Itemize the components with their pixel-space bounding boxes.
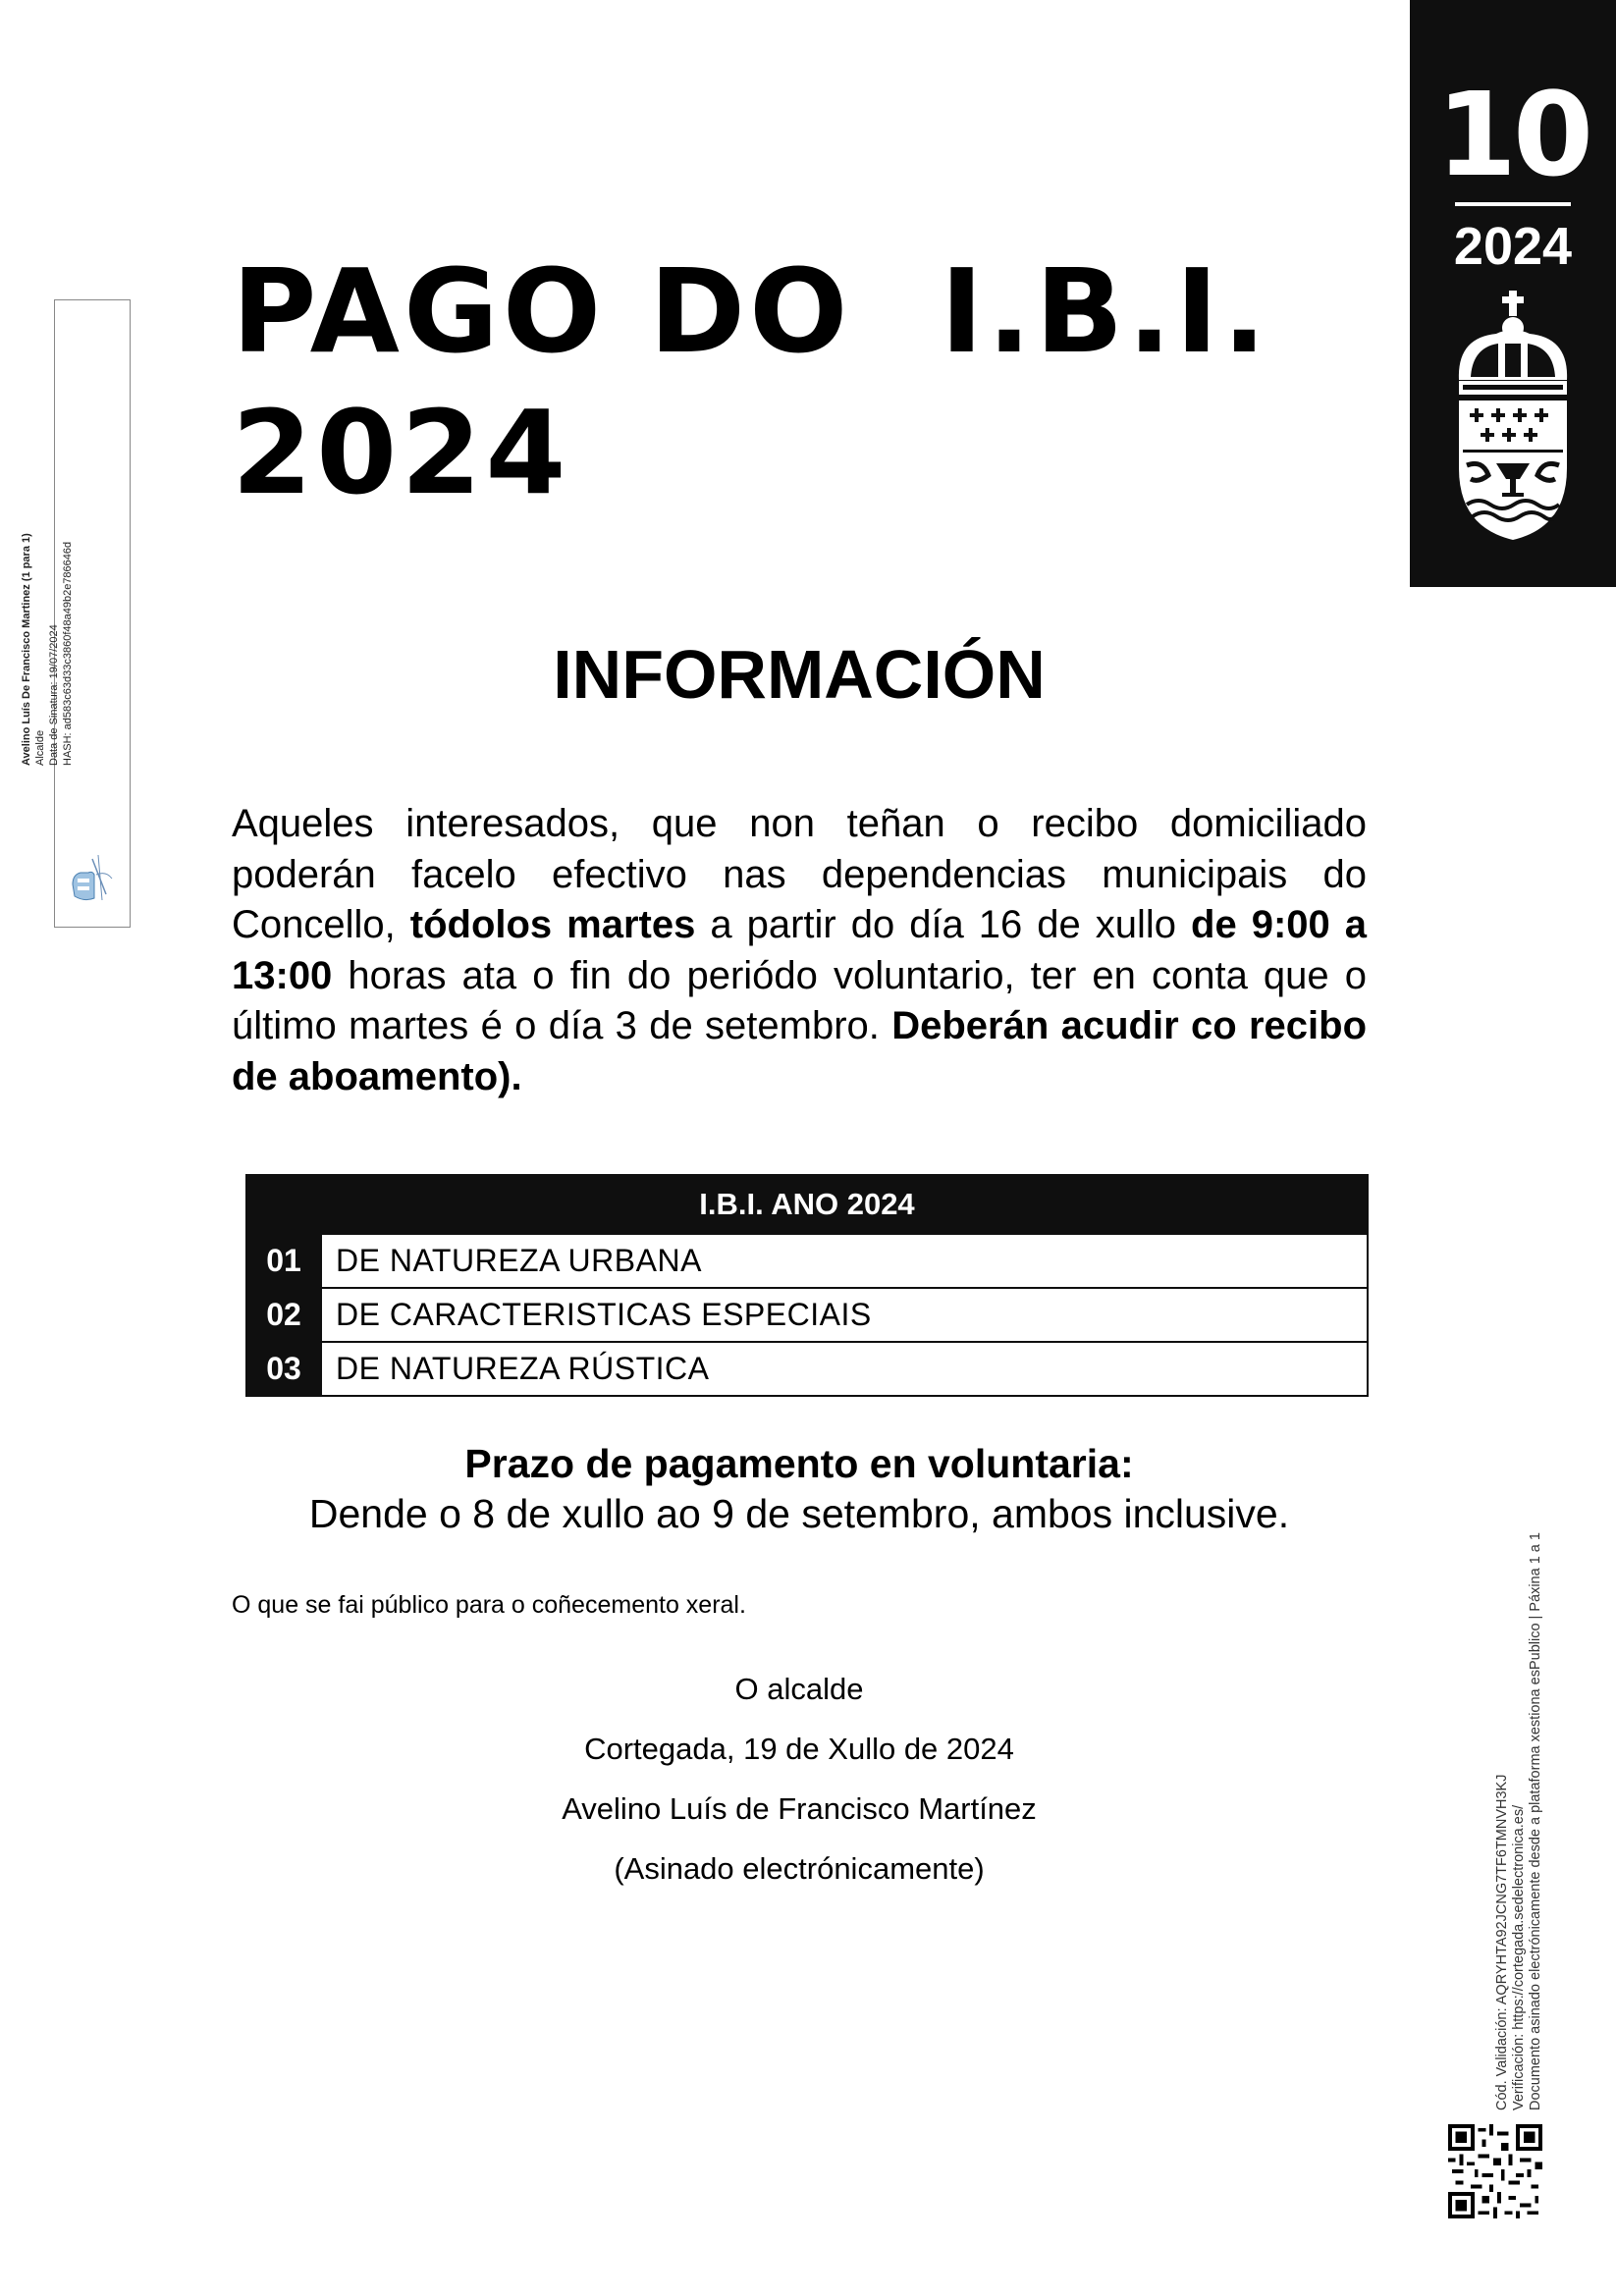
intro-bold-3: Deberán acudir co recibo de aboamento). [232,1004,1368,1098]
validation-platform: Documento asinado electrónicamente desde a plataforma xestiona esPublico | Páxina 1 a 1 [1528,1532,1543,2110]
table-row [246,1342,1368,1396]
table-row [246,1288,1368,1342]
page-title [232,240,1361,523]
intro-text-3: horas ata o fin do periódo voluntario, ter en conta que o último martes é o día 3 de setembro. [232,953,1367,1047]
row-code: 02 [246,1288,321,1342]
validation-footer [1494,1532,1544,2110]
title-line-2: 2024 [232,385,570,520]
row-description: DE CARACTERISTICAS ESPECIAIS [321,1288,1368,1342]
badge-divider [1455,202,1571,206]
intro-bold-2: de 9:00 a 13:00 [232,903,1367,997]
public-notice: O que se fai público para o coñecemento xeral. [232,1591,746,1619]
row-description: DE NATUREZA URBANA [321,1234,1368,1288]
intro-text-2: a partir do día 16 de xullo [695,903,1192,946]
validation-url: Verificación: https://cortegada.sedelectronica.es/ [1511,1804,1527,2110]
closing-role: O alcalde [734,1672,864,1706]
signer-name: Avelino Luís De Francisco Martinez (1 para 1) [21,533,32,766]
issue-badge [1410,0,1616,587]
validation-code: Cód. Validación: AQRYHTA92JCNG7TF6TMNVH3KJ [1494,1774,1510,2110]
municipal-crest-icon [1449,287,1577,552]
signature-hash: HASH: ad583c63d33c3860f48a49b2e786646d [62,541,74,766]
table-header: I.B.I. ANO 2024 [246,1175,1368,1234]
title-line-1: PAGO DO I.B.I. [232,243,1270,379]
row-code: 03 [246,1342,321,1396]
deadline-text: Dende o 8 de xullo ao 9 de setembro, ambos inclusive. [308,1491,1290,1536]
intro-text-1: Aqueles interesados, que non teñan o recibo domiciliado poderán facelo efectivo nas dependencias municipais do Concello, [232,802,1367,946]
ibi-table [245,1174,1369,1397]
row-description: DE NATUREZA RÚSTICA [321,1342,1368,1396]
signer-role: Alcalde [34,729,46,766]
table-row [246,1234,1368,1288]
closing-name: Avelino Luís de Francisco Martínez [562,1791,1037,1826]
signature-details [20,533,75,766]
deadline-title: Prazo de pagamento en voluntaria: [464,1441,1134,1486]
issue-year: 2024 [1453,217,1573,276]
section-heading: INFORMACIÓN [553,636,1046,713]
closing-note: (Asinado electrónicamente) [614,1851,985,1886]
table-header-row [246,1175,1368,1234]
intro-bold-1: tódolos martes [409,903,696,946]
qr-code-icon [1448,2124,1542,2218]
issue-number: 10 [1435,67,1590,202]
signature-seal-icon [63,845,120,904]
closing-place-date: Cortegada, 19 de Xullo de 2024 [584,1732,1014,1766]
closing-block [232,1659,1367,1898]
intro-paragraph [232,799,1367,1102]
payment-deadline [232,1439,1367,1539]
row-code: 01 [246,1234,321,1288]
signature-date: Data de Sinatura: 19/07/2024 [48,624,60,766]
